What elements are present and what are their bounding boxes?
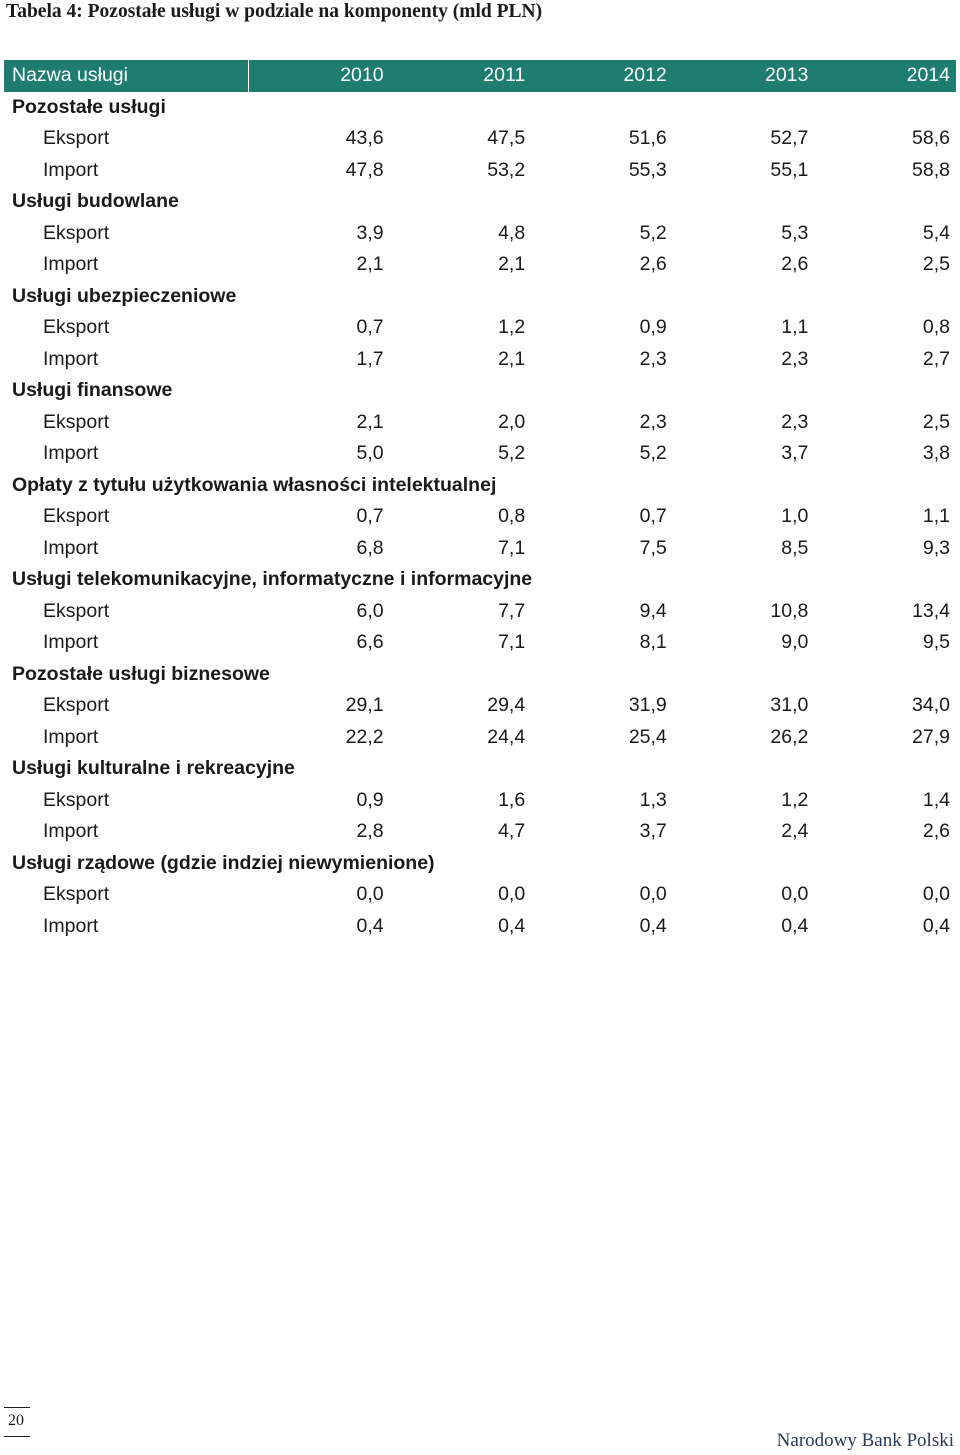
table-group-row [4, 186, 956, 218]
value-cell: 22,2 [345, 725, 384, 748]
value-cell: 7,7 [498, 599, 526, 622]
table-row [4, 596, 956, 628]
value-cell: 2,3 [781, 347, 809, 370]
page-title: Tabela 4: Pozostałe usługi w podziale na komponenty (mld PLN) [6, 1, 543, 22]
value-cell: 2,1 [356, 253, 384, 275]
row-label: Import [43, 442, 99, 464]
value-cell: 2,6 [639, 253, 667, 275]
value-cell: 52,7 [770, 127, 809, 149]
table-group-row [4, 375, 956, 407]
value-cell: 0,7 [356, 505, 384, 527]
value-cell: 0,9 [356, 788, 384, 811]
group-name: Pozostałe usługi [12, 95, 166, 118]
value-cell: 0,0 [639, 883, 667, 905]
value-cell: 0,0 [498, 883, 526, 905]
value-cell: 25,4 [628, 725, 667, 748]
value-cell: 24,4 [487, 725, 526, 748]
value-cell: 5,2 [498, 442, 526, 464]
group-name: Usługi budowlane [12, 190, 179, 212]
table-group-row [4, 848, 956, 880]
table-group-row [4, 470, 956, 502]
table-row [4, 533, 956, 565]
value-cell: 55,3 [628, 158, 667, 181]
value-cell: 1,3 [639, 788, 667, 811]
table-header [4, 60, 956, 92]
header-year: 2011 [483, 64, 526, 86]
value-cell: 3,7 [781, 442, 809, 464]
value-cell: 0,0 [356, 883, 384, 905]
value-cell: 51,6 [628, 127, 667, 149]
value-cell: 2,0 [498, 410, 526, 433]
group-name: Usługi rządowe (gdzie indziej niewymienione) [12, 851, 435, 874]
value-cell: 31,9 [628, 694, 667, 716]
row-label: Import [43, 253, 99, 275]
value-cell: 4,7 [498, 820, 526, 842]
row-label: Import [43, 631, 99, 653]
row-label: Eksport [43, 883, 110, 905]
row-label: Import [43, 820, 99, 842]
header-row [4, 60, 956, 92]
row-label: Eksport [43, 599, 110, 622]
group-name: Usługi ubezpieczeniowe [12, 284, 237, 307]
value-cell: 2,6 [781, 253, 809, 275]
value-cell: 58,8 [912, 158, 950, 181]
value-cell: 9,4 [639, 599, 667, 622]
value-cell: 29,1 [345, 694, 384, 716]
row-label: Eksport [43, 127, 110, 149]
table-row [4, 501, 956, 533]
value-cell: 2,3 [781, 410, 809, 433]
table-body [4, 92, 956, 943]
value-cell: 0,7 [356, 316, 384, 338]
value-cell: 5,4 [922, 221, 950, 244]
row-label: Import [43, 725, 99, 748]
value-cell: 0,4 [922, 914, 950, 937]
table-row [4, 123, 956, 155]
value-cell: 1,4 [922, 788, 950, 811]
row-label: Eksport [43, 694, 110, 716]
header-year: 2014 [906, 64, 950, 86]
table-row [4, 407, 956, 439]
table-row [4, 722, 956, 754]
value-cell: 5,0 [356, 442, 384, 464]
table-row [4, 911, 956, 943]
value-cell: 0,4 [639, 914, 667, 937]
page-number: 20 [8, 1412, 24, 1429]
value-cell: 6,0 [356, 599, 384, 622]
table-group-row [4, 564, 956, 596]
value-cell: 2,3 [639, 410, 667, 433]
value-cell: 0,8 [498, 505, 526, 527]
table-row [4, 155, 956, 187]
value-cell: 2,7 [922, 347, 950, 370]
value-cell: 2,1 [356, 410, 384, 433]
row-label: Import [43, 158, 99, 181]
value-cell: 6,6 [356, 631, 384, 653]
table-row [4, 690, 956, 722]
value-cell: 9,3 [922, 536, 950, 559]
group-name: Usługi kulturalne i rekreacyjne [12, 757, 295, 779]
table-group-row [4, 659, 956, 691]
value-cell: 43,6 [345, 127, 384, 149]
table-row [4, 438, 956, 470]
value-cell: 6,8 [356, 536, 384, 559]
table-row [4, 249, 956, 281]
value-cell: 10,8 [770, 599, 809, 622]
value-cell: 1,0 [781, 505, 809, 527]
value-cell: 3,8 [922, 442, 950, 464]
group-name: Pozostałe usługi biznesowe [12, 662, 270, 685]
footer-rule-bottom [4, 1436, 30, 1437]
value-cell: 1,7 [356, 347, 384, 370]
value-cell: 7,1 [498, 631, 526, 653]
row-label: Eksport [43, 221, 110, 244]
value-cell: 27,9 [912, 725, 950, 748]
header-year: 2010 [248, 60, 390, 92]
services-table [4, 60, 956, 942]
value-cell: 1,2 [498, 316, 526, 338]
value-cell: 2,4 [781, 820, 809, 842]
value-cell: 7,1 [498, 536, 526, 559]
table-row [4, 627, 956, 659]
row-label: Eksport [43, 788, 110, 811]
value-cell: 1,6 [498, 788, 526, 811]
table-row [4, 816, 956, 848]
value-cell: 47,8 [345, 158, 384, 181]
row-label: Eksport [43, 316, 110, 338]
brand-name: Narodowy Bank Polski [776, 1430, 954, 1451]
value-cell: 58,6 [912, 127, 950, 149]
value-cell: 3,9 [356, 221, 384, 244]
value-cell: 2,5 [922, 253, 950, 275]
group-name: Opłaty z tytułu użytkowania własności intelektualnej [12, 473, 497, 496]
value-cell: 2,3 [639, 347, 667, 370]
value-cell: 0,4 [498, 914, 526, 937]
value-cell: 31,0 [770, 694, 809, 716]
value-cell: 5,2 [639, 442, 667, 464]
value-cell: 34,0 [912, 694, 950, 716]
group-name: Usługi telekomunikacyjne, informatyczne i informacyjne [12, 568, 533, 590]
value-cell: 0,0 [922, 883, 950, 905]
value-cell: 1,1 [781, 316, 809, 338]
value-cell: 8,1 [639, 631, 667, 653]
table-group-row [4, 753, 956, 785]
table-row [4, 879, 956, 911]
value-cell: 2,5 [922, 410, 950, 433]
row-label: Import [43, 914, 99, 937]
value-cell: 13,4 [912, 599, 950, 622]
value-cell: 26,2 [770, 725, 809, 748]
value-cell: 0,0 [781, 883, 809, 905]
value-cell: 7,5 [639, 536, 667, 559]
group-name: Usługi finansowe [12, 379, 173, 401]
header-year: 2012 [623, 64, 667, 86]
value-cell: 1,2 [781, 788, 809, 811]
value-cell: 5,2 [639, 221, 667, 244]
table-group-row [4, 92, 956, 124]
row-label: Import [43, 536, 99, 559]
row-label: Import [43, 347, 99, 370]
header-name: Nazwa usługi [4, 60, 248, 92]
value-cell: 8,5 [781, 536, 809, 559]
value-cell: 0,7 [639, 505, 667, 527]
header-year: 2013 [764, 64, 809, 86]
value-cell: 47,5 [487, 127, 526, 149]
value-cell: 0,4 [356, 914, 384, 937]
value-cell: 0,9 [639, 316, 667, 338]
row-label: Eksport [43, 410, 110, 433]
value-cell: 9,5 [922, 631, 950, 653]
value-cell: 53,2 [487, 158, 526, 181]
value-cell: 3,7 [639, 820, 667, 842]
value-cell: 29,4 [487, 694, 526, 716]
value-cell: 4,8 [498, 221, 526, 244]
table-row [4, 218, 956, 250]
row-label: Eksport [43, 505, 110, 527]
value-cell: 2,1 [498, 253, 526, 275]
value-cell: 1,1 [922, 505, 950, 527]
value-cell: 0,4 [781, 914, 809, 937]
value-cell: 9,0 [781, 631, 809, 653]
table-row [4, 312, 956, 344]
value-cell: 2,1 [498, 347, 526, 370]
value-cell: 5,3 [781, 221, 809, 244]
value-cell: 2,6 [922, 820, 950, 842]
value-cell: 0,8 [922, 316, 950, 338]
table-group-row [4, 281, 956, 313]
table-row [4, 785, 956, 817]
table-row [4, 344, 956, 376]
footer-rule-top [4, 1407, 30, 1408]
value-cell: 55,1 [770, 158, 809, 181]
value-cell: 2,8 [356, 820, 384, 842]
